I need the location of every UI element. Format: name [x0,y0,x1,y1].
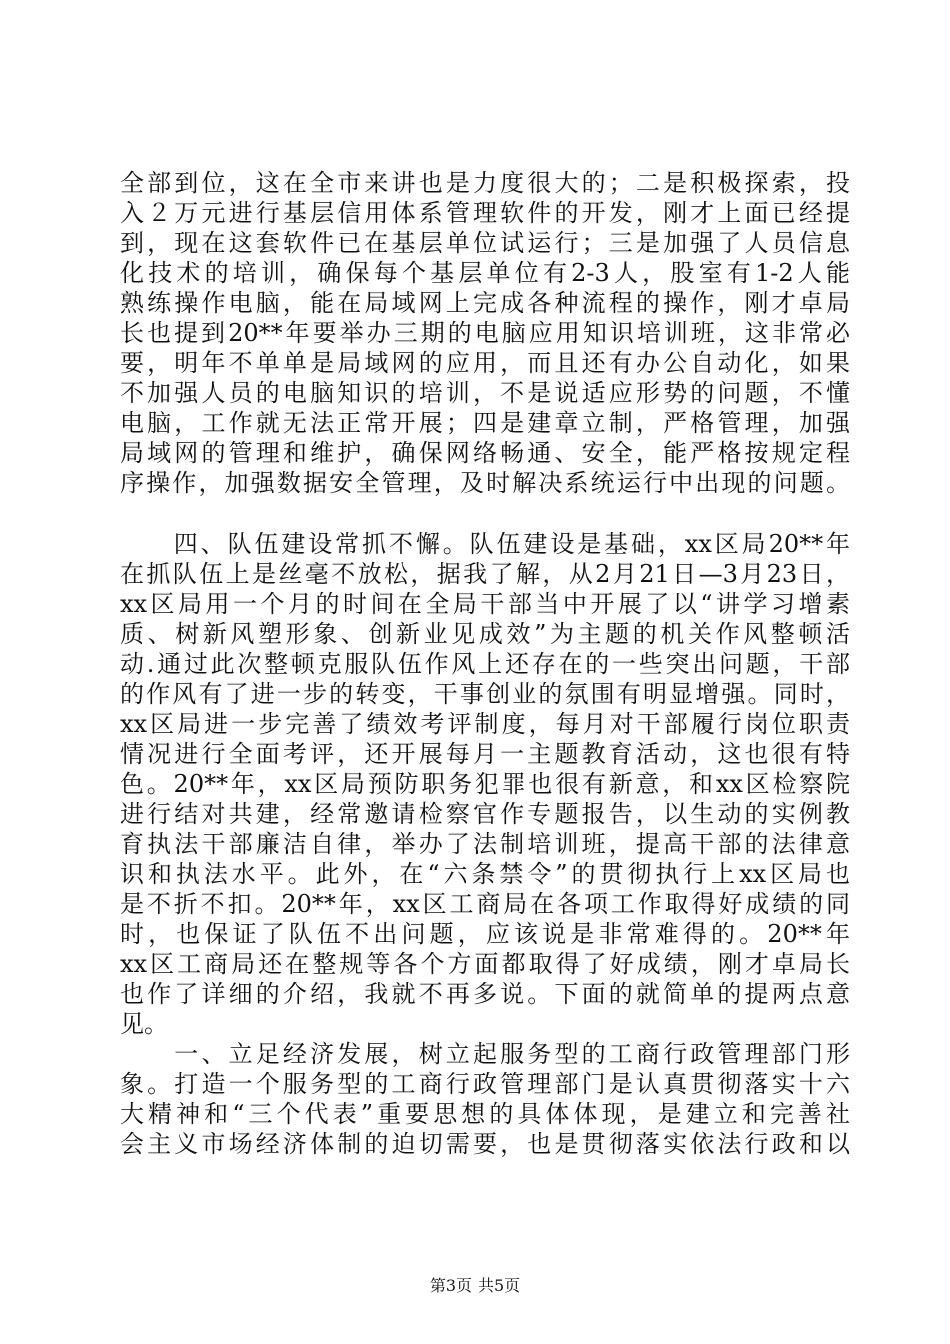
text-line: 时，也保证了队伍不出问题，应该说是非常难得的。20**年 [120,920,850,948]
page-footer [0,1276,950,1296]
text-line: 电脑，工作就无法正常开展；四是建章立制，严格管理，加强 [120,409,850,437]
text-line: 化技术的培训，确保每个基层单位有2-3人，股室有1-2人能 [120,259,850,287]
document-body [120,168,850,1159]
text-line: 在抓队伍上是丝毫不放松，据我了解，从2月21日—3月23日， [120,560,850,588]
text-line: 进行结对共建，经常邀请检察官作专题报告，以生动的实例教 [120,800,850,828]
text-line: 是不折不扣。20**年，xx区工商局在各项工作取得好成绩的同 [120,890,850,918]
text-line: 育执法干部廉洁自律，举办了法制培训班，提高干部的法律意 [120,830,850,858]
text-line: 要，明年不单单是局域网的应用，而且还有办公自动化，如果 [120,349,850,377]
paragraph-1 [120,168,850,498]
text-line: 局域网的管理和维护，确保网络畅通、安全，能严格按规定程 [120,439,850,467]
page-total: 共5页 [478,1276,521,1295]
text-line: xx区局用一个月的时间在全局干部当中开展了以“讲学习增素 [120,590,850,618]
text-line: 全部到位，这在全市来讲也是力度很大的；二是积极探索，投 [120,169,850,197]
text-line: 动.通过此次整顿克服队伍作风上还存在的一些突出问题，干部 [120,650,850,678]
text-line: 一、立足经济发展，树立起服务型的工商行政管理部门形 [120,1040,850,1068]
page-number: 第3页 [429,1276,472,1295]
text-line: 象。打造一个服务型的工商行政管理部门是认真贯彻落实十六 [120,1070,850,1098]
paragraph-2 [120,529,850,1039]
text-line: 也作了详细的介绍，我就不再多说。下面的就简单的提两点意 [120,980,850,1008]
text-line: 会主义市场经济体制的迫切需要，也是贯彻落实依法行政和以 [120,1130,850,1158]
text-line: 情况进行全面考评，还开展每月一主题教育活动，这也很有特 [120,740,850,768]
text-line: 长也提到20**年要举办三期的电脑应用知识培训班，这非常必 [120,319,850,347]
text-line: 的作风有了进一步的转变，干事创业的氛围有明显增强。同时， [120,680,850,708]
text-line: 到，现在这套软件已在基层单位试运行；三是加强了人员信息 [120,229,850,257]
text-line: 熟练操作电脑，能在局域网上完成各种流程的操作，刚才卓局 [120,289,850,317]
paragraph-gap [120,498,850,529]
paragraph-3 [120,1039,850,1159]
text-line: 序操作，加强数据安全管理，及时解决系统运行中出现的问题。 [120,469,850,497]
text-line: 大精神和“三个代表”重要思想的具体体现，是建立和完善社 [120,1100,850,1128]
text-line: 四、队伍建设常抓不懈。队伍建设是基础，xx区局20**年 [120,530,850,558]
text-line: 色。20**年，xx区局预防职务犯罪也很有新意，和xx区检察院 [120,770,850,798]
text-line: 见。 [120,1010,168,1038]
text-line: xx区工商局还在整规等各个方面都取得了好成绩，刚才卓局长 [120,950,850,978]
text-line: 识和执法水平。此外，在“六条禁令”的贯彻执行上xx区局也 [120,860,850,888]
text-line: 入２万元进行基层信用体系管理软件的开发，刚才上面已经提 [120,199,850,227]
text-line: 质、树新风塑形象、创新业见成效”为主题的机关作风整顿活 [120,620,850,648]
text-line: xx区局进一步完善了绩效考评制度，每月对干部履行岗位职责 [120,710,850,738]
text-line: 不加强人员的电脑知识的培训，不是说适应形势的问题，不懂 [120,379,850,407]
